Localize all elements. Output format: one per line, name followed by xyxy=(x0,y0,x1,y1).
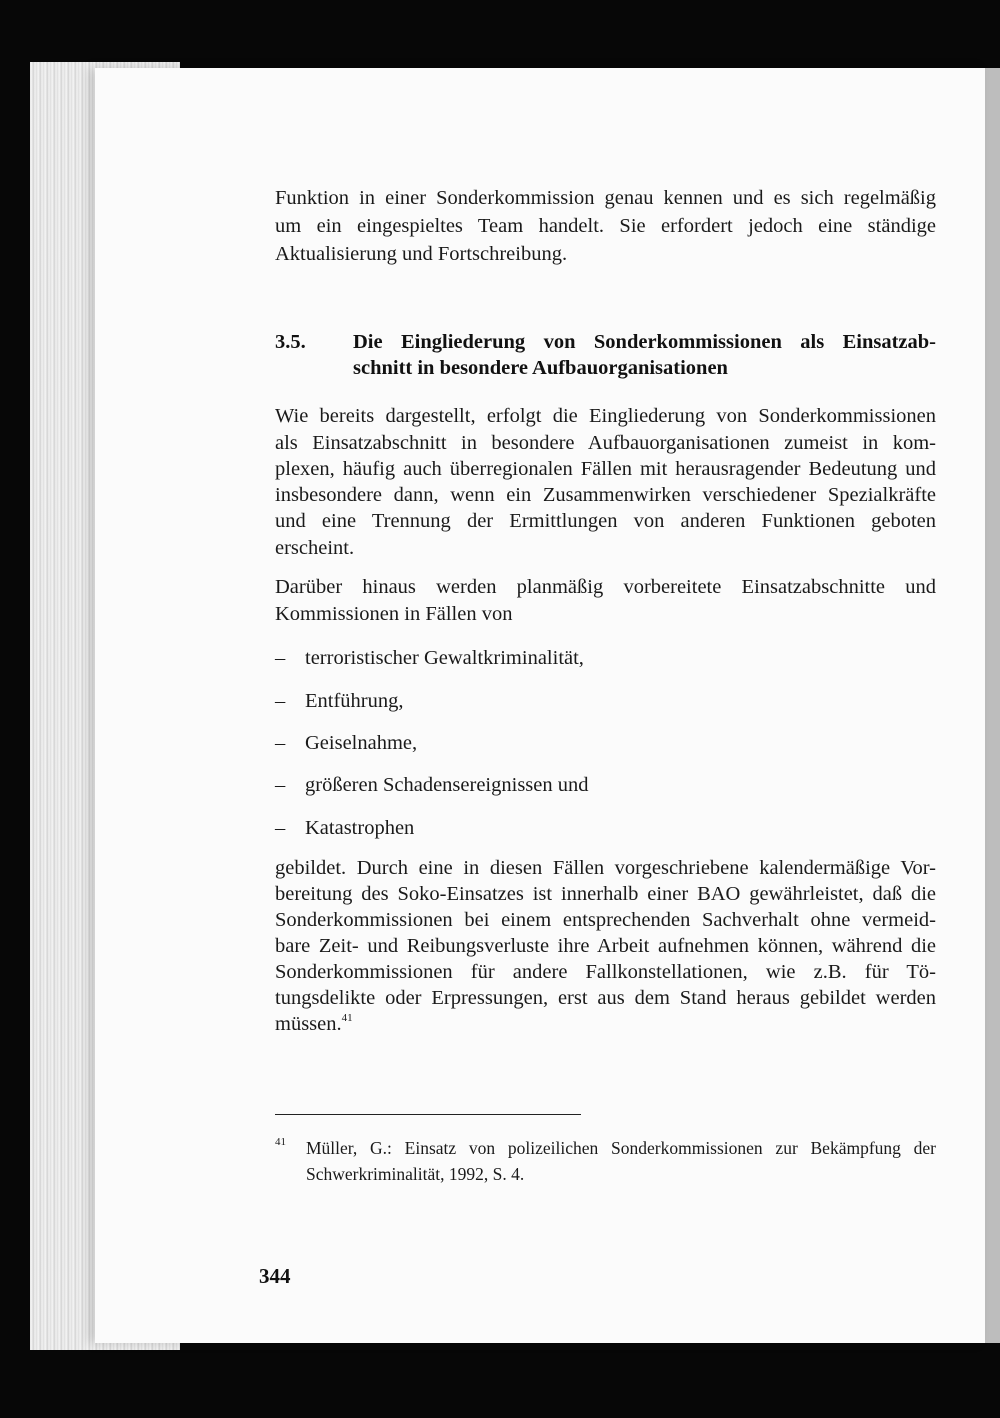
footnote-reference[interactable]: 41 xyxy=(341,1012,353,1024)
list-item: Katastrophen xyxy=(305,817,415,839)
list-item: terroristischer Gewaltkriminalität, xyxy=(305,647,584,669)
page-number: 344 xyxy=(259,1264,291,1288)
paragraph-line: Sonderkommissionen bei einem entsprechenden Sachverhalt ohne vermeid- xyxy=(275,909,936,931)
paragraph-line: erscheint. xyxy=(275,537,355,559)
paragraph-line: insbesondere dann, wenn ein Zusammenwirken verschiedener Spezialkräfte xyxy=(275,484,936,506)
paragraph-line xyxy=(275,1011,936,1038)
paragraph-line: Kommissionen in Fällen von xyxy=(275,603,513,625)
paragraph-line: Darüber hinaus werden planmäßig vorbereitete Einsatzabschnitte und xyxy=(275,576,936,598)
section-heading-line: schnitt in besondere Aufbauorganisationen xyxy=(353,357,728,379)
list-dash: – xyxy=(275,774,286,796)
paragraph-line: bare Zeit- und Reibungsverluste ihre Arbeit aufnehmen können, während die xyxy=(275,935,936,957)
list-item: Geiselnahme, xyxy=(305,732,418,754)
intro-line: Funktion in einer Sonderkommission genau kennen und es sich regelmäßig xyxy=(275,187,936,209)
paragraph-line: bereitung des Soko-Einsatzes ist innerhalb einer BAO gewährleistet, daß die xyxy=(275,883,936,905)
right-page-edge xyxy=(985,68,1000,1343)
list-dash: – xyxy=(275,647,286,669)
section-number: 3.5. xyxy=(275,331,306,353)
paragraph-line: und eine Trennung der Ermittlungen von anderen Funktionen geboten xyxy=(275,510,936,532)
list-item: Entführung, xyxy=(305,690,404,712)
list-dash: – xyxy=(275,732,286,754)
paragraph-line: als Einsatzabschnitt in besondere Aufbauorganisationen zumeist in kom- xyxy=(275,432,936,454)
intro-line: Aktualisierung und Fortschreibung. xyxy=(275,243,568,265)
section-heading-line: Die Eingliederung von Sonderkommissionen als Einsatzab- xyxy=(353,331,936,353)
paragraph-line: Wie bereits dargestellt, erfolgt die Eingliederung von Sonderkommissionen xyxy=(275,405,936,427)
list-dash: – xyxy=(275,690,286,712)
intro-line: um ein eingespieltes Team handelt. Sie erfordert jedoch eine ständige xyxy=(275,215,936,237)
footnote-line: Schwerkriminalität, 1992, S. 4. xyxy=(306,1164,525,1184)
list-dash: – xyxy=(275,817,286,839)
footnote-rule xyxy=(275,1114,581,1115)
paragraph-line: gebildet. Durch eine in diesen Fällen vorgeschriebene kalendermäßige Vor- xyxy=(275,857,936,879)
paragraph-line: Sonderkommissionen für andere Fallkonstellationen, wie z.B. für Tö- xyxy=(275,961,936,983)
paragraph-last-word: müssen. xyxy=(275,1013,342,1035)
paragraph-line: tungsdelikte oder Erpressungen, erst aus dem Stand heraus gebildet werden xyxy=(275,987,936,1009)
footnote-line: Müller, G.: Einsatz von polizeilichen Sonderkommissionen zur Bekämpfung der xyxy=(306,1138,936,1158)
footnote-number: 41 xyxy=(275,1136,286,1148)
paragraph-line: plexen, häufig auch überregionalen Fällen mit herausragender Bedeutung und xyxy=(275,458,936,480)
list-item: größeren Schadensereignissen und xyxy=(305,774,589,796)
